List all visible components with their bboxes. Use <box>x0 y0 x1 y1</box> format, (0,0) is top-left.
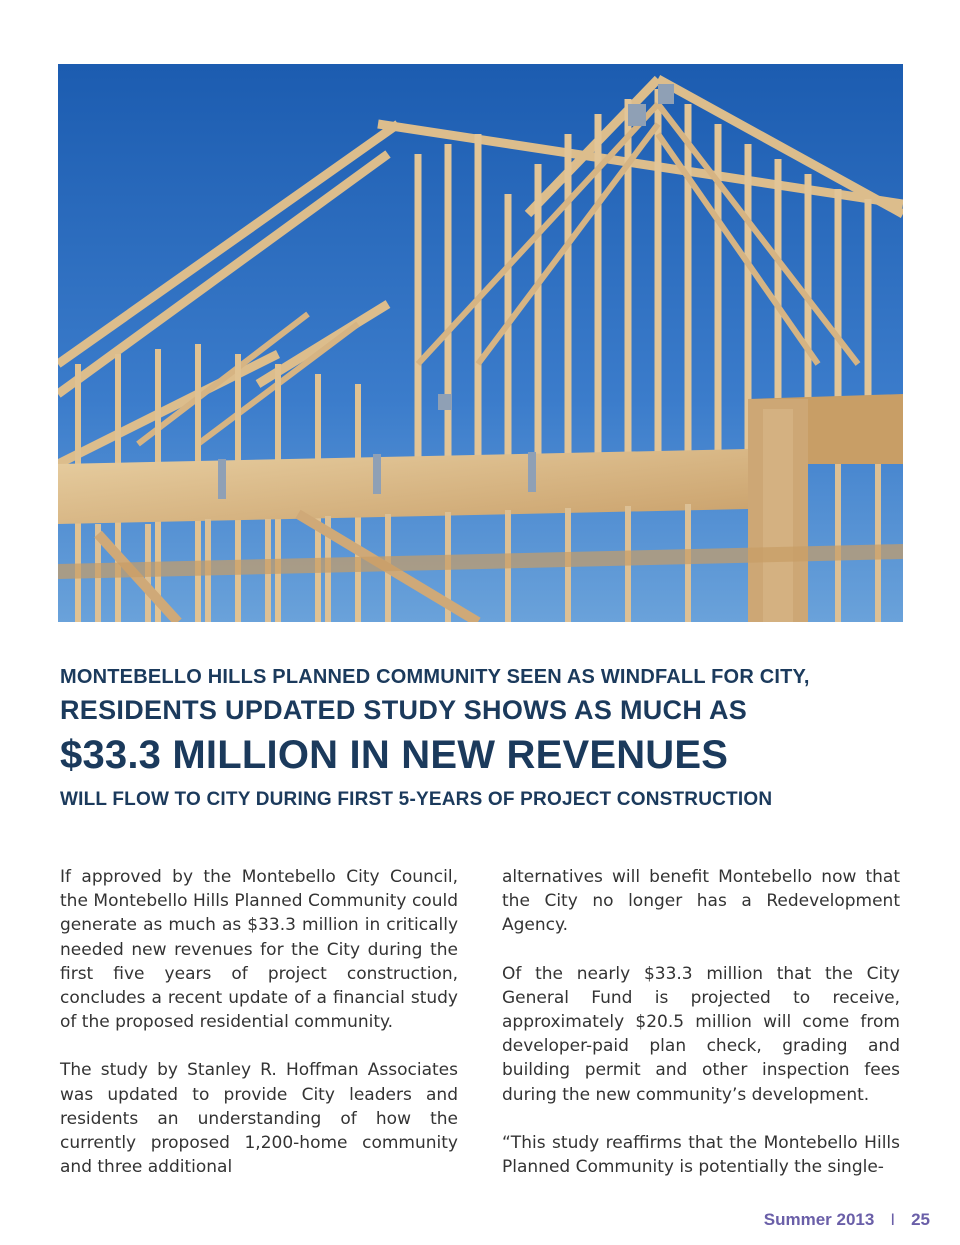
headline-line-4: WILL FLOW TO CITY DURING FIRST 5-YEARS OF PROJECT CONSTRUCTION <box>60 789 773 810</box>
paragraph: The study by Stanley R. Hoffman Associates was updated to provide City leaders and residents an understanding of how the currently proposed 1,200-home community and three additional <box>60 1060 458 1178</box>
house-framing-photo <box>58 64 903 622</box>
headline-line-3: $33.3 MILLION IN NEW REVENUES <box>60 733 729 777</box>
paragraph: Of the nearly $33.3 million that the City General Fund is projected to receive, approximately $20.5 million will come from developer-paid plan check, grading and building permit and other inspection fees during the new community’s development. <box>502 963 900 1105</box>
issue-label: Summer 2013 <box>763 1210 875 1229</box>
paragraph: “This study reaffirms that the Montebello Hills Planned Community is potentially the single- <box>502 1132 900 1178</box>
page-footer <box>764 1210 930 1230</box>
headline-line-1: MONTEBELLO HILLS PLANNED COMMUNITY SEEN AS WINDFALL FOR CITY, <box>60 666 810 688</box>
house-framing-illustration <box>58 64 903 622</box>
headline-line-2: RESIDENTS UPDATED STUDY SHOWS AS MUCH AS <box>60 695 748 725</box>
paragraph: If approved by the Montebello City Council, the Montebello Hills Planned Community could generate as much as $33.3 million in critically needed new revenues for the City during the first five years of project construction, concludes a recent update of a financial study of the proposed residential community. <box>60 867 458 1033</box>
paragraph: alternatives will benefit Montebello now that the City no longer has a Redevelopment Agency. <box>502 867 900 936</box>
body-column-left <box>60 865 458 1203</box>
page-number: 25 <box>911 1210 930 1229</box>
footer-separator: I <box>890 1210 896 1229</box>
article-headline <box>60 664 905 812</box>
body-column-right <box>502 865 900 1203</box>
